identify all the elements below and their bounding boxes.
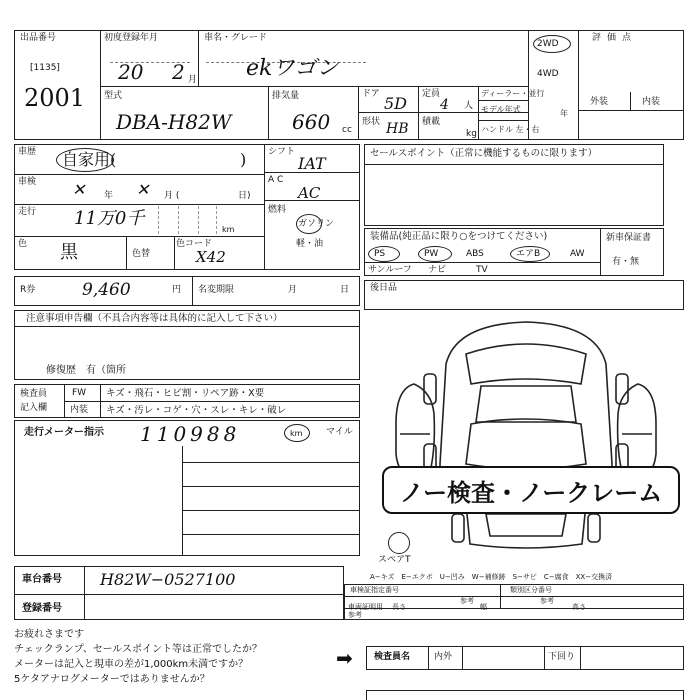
ac-value: AC bbox=[298, 184, 321, 202]
type-label: 型式 bbox=[104, 91, 123, 101]
ext-label: 外装 bbox=[590, 97, 609, 107]
history-close: ) bbox=[240, 150, 247, 169]
inside-label: 内外 bbox=[434, 652, 453, 662]
history-label: 車歴 bbox=[18, 147, 37, 157]
type-value: DBA-H82W bbox=[116, 110, 232, 134]
recycle-unit: 円 bbox=[172, 285, 182, 295]
length-label: 長さ bbox=[392, 603, 406, 611]
cc-value: 660 bbox=[292, 110, 331, 134]
ref-label-2: 参考 bbox=[540, 597, 554, 605]
designated-label: 車検証指定番号 bbox=[350, 586, 399, 594]
footer-line-4: 5ケタアナログメーターではありませんか？ bbox=[14, 674, 210, 685]
first-reg-year: 20 bbox=[118, 60, 144, 84]
color-value: 黒 bbox=[60, 242, 78, 263]
equip-ps-circle bbox=[368, 246, 400, 262]
cc-label: 排気量 bbox=[272, 91, 300, 101]
equip-navi: ナビ bbox=[428, 265, 447, 275]
sales-point-label: セールスポイント（正常に機能するものに限ります） bbox=[370, 148, 598, 159]
cert-label: 車両証明用 bbox=[348, 603, 383, 611]
load-label: 積載 bbox=[422, 117, 441, 127]
dealer-label: ディーラー・並行 bbox=[481, 89, 545, 98]
width-label: 幅 bbox=[480, 603, 487, 611]
shaken-day-unit: 日) bbox=[238, 191, 251, 201]
meter-mile: マイル bbox=[326, 427, 353, 437]
handle-label: ハンドル 左・右 bbox=[481, 125, 540, 134]
notes-label: 注意事項申告欄（不具合内容等は具体的に記入して下さい） bbox=[26, 313, 283, 324]
equip-airbag: エアB bbox=[516, 249, 541, 259]
equip-pw-circle bbox=[418, 246, 452, 262]
footer-line-1: お疲れさまです bbox=[14, 629, 84, 640]
warranty-value: 有・無 bbox=[612, 257, 640, 267]
equip-ps: PS bbox=[374, 249, 386, 259]
inspector-label-1: 検査員 bbox=[20, 389, 48, 399]
chassis-value: H82W−0527100 bbox=[100, 570, 236, 589]
reg-label: 登録番号 bbox=[22, 603, 62, 614]
equip-pw: PW bbox=[424, 249, 439, 259]
shaken-month-x: ✕ bbox=[136, 180, 150, 199]
meter-km: km bbox=[290, 429, 303, 438]
shape-label: 形状 bbox=[362, 117, 381, 127]
fuel-gas-circle bbox=[296, 214, 322, 234]
class-label: 類別区分番号 bbox=[510, 586, 552, 594]
shaken-label: 車検 bbox=[18, 177, 37, 187]
equipment-label: 装備品(純正品に限り○をつけてください) bbox=[370, 231, 548, 242]
meter-km-circle bbox=[284, 424, 310, 442]
recycle-value: 9,460 bbox=[82, 280, 131, 300]
shape-value: HB bbox=[386, 121, 409, 137]
fuel-light: 軽・油 bbox=[296, 239, 324, 249]
inspector-label-2: 記入欄 bbox=[20, 403, 48, 413]
first-reg-month: 2 bbox=[172, 60, 185, 84]
history-value: 自家用( bbox=[62, 150, 117, 169]
name-change-day: 日 bbox=[340, 285, 350, 295]
ref-label-1: 参考 bbox=[460, 597, 474, 605]
recycle-label: R券 bbox=[20, 285, 36, 295]
recycle-box bbox=[14, 276, 360, 306]
color-code-label: 色コード bbox=[176, 239, 213, 249]
cap-label: 定員 bbox=[422, 89, 441, 99]
equip-abs: ABS bbox=[466, 249, 484, 259]
spare-tire-label: スペアT bbox=[378, 555, 411, 565]
arrow-icon: ➡ bbox=[336, 646, 353, 670]
name-change-label: 名変期限 bbox=[198, 285, 235, 295]
equip-airbag-circle bbox=[510, 246, 550, 262]
lot-label: 出品番号 bbox=[20, 33, 57, 43]
equip-tv: TV bbox=[476, 265, 488, 275]
no-claim-stamp bbox=[382, 466, 680, 514]
mileage-km: km bbox=[222, 225, 235, 234]
footer-line-3: メーターは記入と現車の差が1,000km未満ですか？ bbox=[14, 659, 249, 670]
name-change-month: 月 bbox=[288, 285, 298, 295]
lot-number: 2001 bbox=[24, 84, 86, 112]
mileage-label: 走行 bbox=[18, 207, 37, 217]
inspector-row1-text: キズ・飛石・ヒビ割・リペア跡・X要 bbox=[106, 388, 265, 399]
drive-2wd: 2WD bbox=[537, 39, 559, 49]
header-block bbox=[14, 30, 684, 140]
ac-label: A C bbox=[268, 175, 284, 185]
lot-sub: [1135] bbox=[30, 63, 60, 73]
color-code-value: X42 bbox=[196, 248, 226, 266]
model-name: ekワゴン bbox=[246, 56, 339, 81]
drive-4wd: 4WD bbox=[537, 69, 559, 79]
inspector-row2-text: キズ・汚レ・コゲ・穴・スレ・キレ・破レ bbox=[106, 405, 287, 416]
examiner-box bbox=[366, 646, 684, 670]
mileage-value: 11万0千 bbox=[74, 208, 145, 229]
score-label: 評価点 bbox=[592, 33, 638, 43]
repair-history: 修復歴 有（箇所 bbox=[46, 365, 126, 376]
repaint-label: 色替 bbox=[132, 249, 151, 259]
back-date-label: 後日品 bbox=[370, 283, 398, 293]
cap-value: 4 bbox=[440, 97, 449, 113]
shaken-year-unit: 年 bbox=[104, 191, 114, 201]
spare-tire-circle bbox=[388, 532, 410, 554]
damage-legend: A−キズ E−エクボ U−凹み W−補修跡 S−サビ C−腐食 XX−交換済 bbox=[370, 573, 613, 581]
int-label: 内装 bbox=[642, 97, 661, 107]
drive-2wd-circle bbox=[533, 35, 571, 53]
shift-value: IAT bbox=[298, 154, 326, 173]
model-label: 車名・グレード bbox=[204, 33, 268, 43]
door-value: 5D bbox=[384, 94, 408, 113]
shaken-year-x: ✕ bbox=[72, 180, 86, 199]
inspector-row2-head: 内装 bbox=[70, 405, 89, 415]
ref-label-3: 参考 bbox=[348, 611, 362, 619]
cap-unit: 人 bbox=[464, 101, 474, 111]
model-year-unit: 年 bbox=[560, 109, 568, 118]
meter-label: 走行メーター指示 bbox=[24, 427, 104, 438]
footer-line-2: チェックランプ、セールスポイント等は正常でしたか？ bbox=[14, 644, 262, 655]
cc-unit: cc bbox=[342, 125, 352, 135]
warranty-label: 新車保証書 bbox=[606, 233, 652, 243]
chassis-label: 車台番号 bbox=[22, 574, 62, 585]
history-circle bbox=[56, 148, 117, 172]
inspector-row1-head: FW bbox=[72, 388, 87, 398]
color-label: 色 bbox=[18, 239, 28, 249]
month-unit: 月 bbox=[188, 75, 198, 85]
shift-label: シフト bbox=[268, 147, 296, 157]
height-label: 高さ bbox=[572, 603, 586, 611]
shaken-month-unit: 月 ( bbox=[164, 191, 180, 201]
door-label: ドア bbox=[362, 89, 380, 99]
model-year-label: モデル年式 bbox=[481, 105, 521, 114]
fuel-gas: ガソリン bbox=[298, 219, 335, 229]
equip-sunroof: サンルーフ bbox=[368, 265, 412, 275]
bottom-box bbox=[366, 690, 684, 700]
no-claim-text: ノー検査・ノークレーム bbox=[399, 478, 663, 507]
back-date-box bbox=[364, 280, 684, 310]
first-reg-label: 初度登録年月 bbox=[104, 33, 159, 43]
under-label: 下回り bbox=[548, 652, 576, 662]
fuel-label: 燃料 bbox=[268, 205, 287, 215]
car-diagram bbox=[376, 314, 676, 564]
equip-aw: AW bbox=[570, 249, 585, 259]
examiner-label: 検査員名 bbox=[374, 652, 411, 662]
meter-value: 110988 bbox=[140, 422, 241, 446]
load-unit: kg bbox=[466, 129, 477, 139]
